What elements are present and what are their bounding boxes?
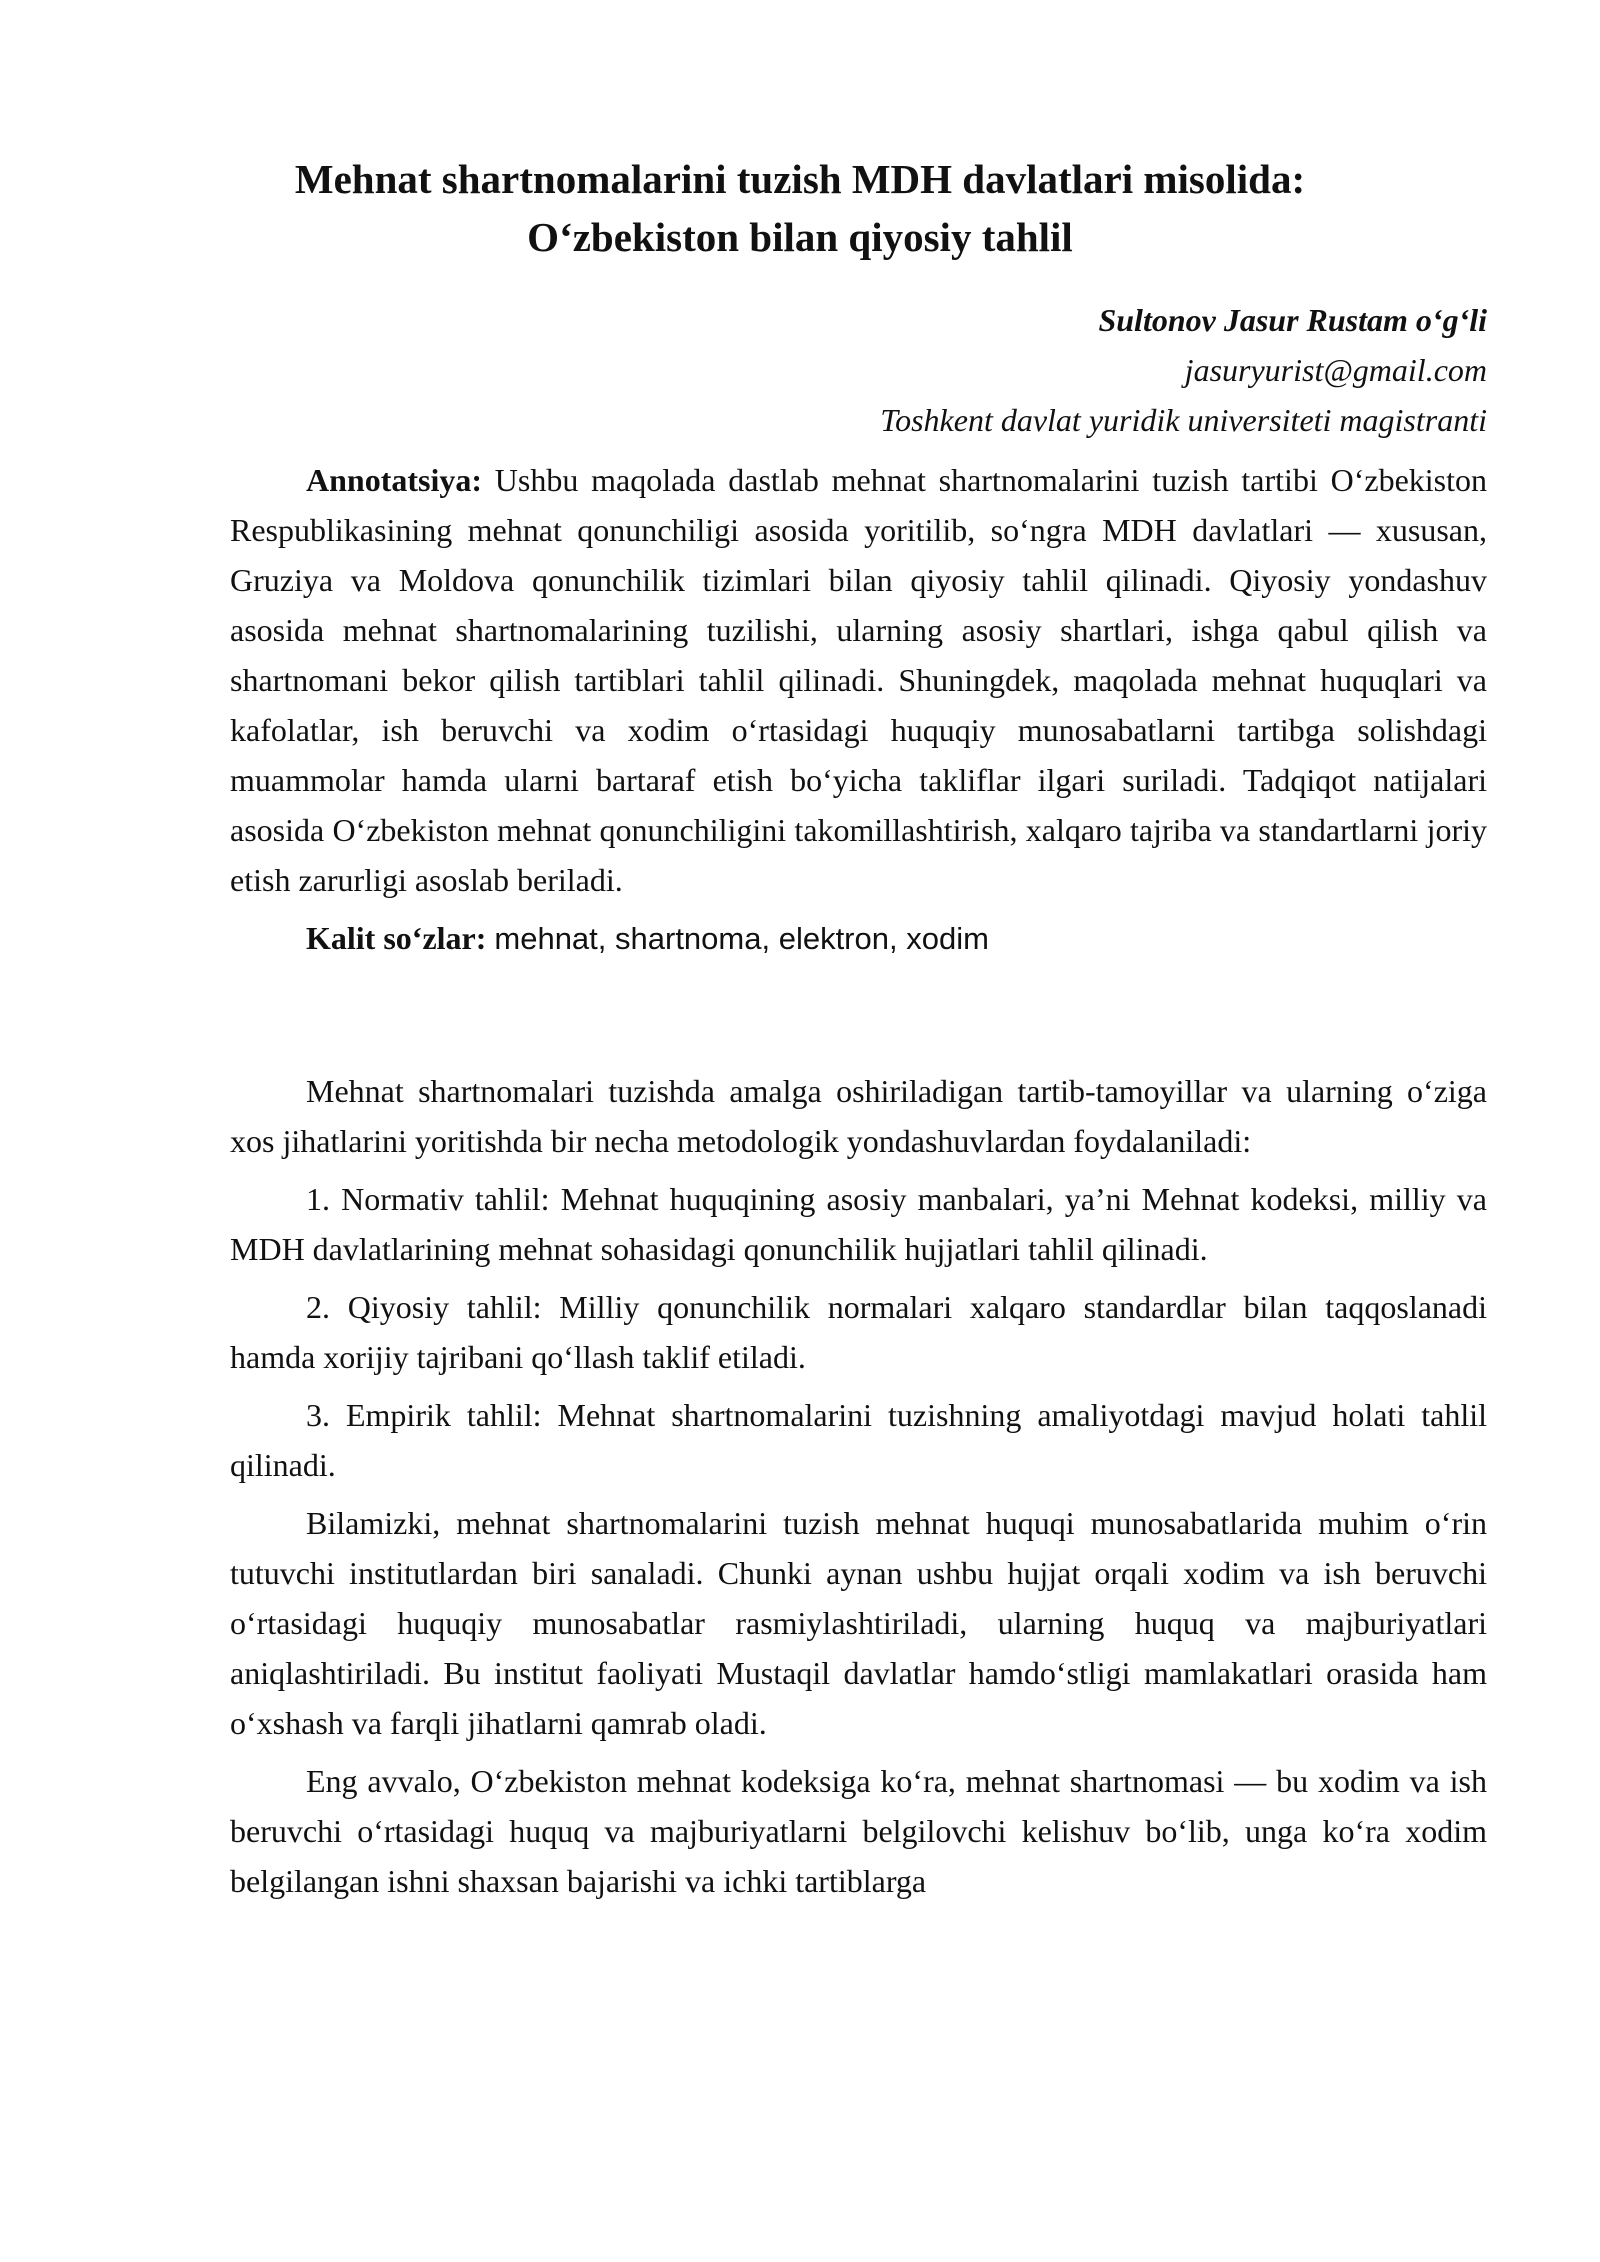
author-block bbox=[587, 295, 1487, 445]
paper-title bbox=[200, 150, 1400, 266]
keywords-paragraph bbox=[230, 913, 1487, 964]
body-paragraph-5: Bilamizki, mehnat shartnomalarini tuzish mehnat huquqi munosabatlarida muhim o‘rin tutuvchi institutlardan biri sanaladi. Chunki aynan ushbu hujjat orqali xodim va ish beruvchi o‘rtasidagi huquqiy munosabatlar rasmiylashtiriladi, ularning huquq va majburiyatlari aniqlashtiriladi. Bu institut faoliyati Mustaqil davlatlar hamdo‘stligi mamlakatlari orasida ham o‘xshash va farqli jihatlarni qamrab oladi. bbox=[230, 1505, 1487, 1741]
body-paragraph-4: 3. Empirik tahlil: Mehnat shartnomalarini tuzishning amaliyotdagi mavjud holati tahlil qilinadi. bbox=[230, 1397, 1487, 1483]
body-paragraph-3: 2. Qiyosiy tahlil: Milliy qonunchilik normalari xalqaro standardlar bilan taqqoslanadi hamda xorijiy tajribani qo‘llash taklif etiladi. bbox=[230, 1289, 1487, 1375]
keywords-text: mehnat, shartnoma, elektron, xodim bbox=[494, 921, 989, 956]
abstract-paragraph bbox=[230, 455, 1487, 905]
body-paragraph-2: 1. Normativ tahlil: Mehnat huquqining asosiy manbalari, ya’ni Mehnat kodeksi, milliy va MDH davlatlarining mehnat sohasidagi qonunchilik hujjatlari tahlil qilinadi. bbox=[230, 1181, 1487, 1267]
author-affiliation: Toshkent davlat yuridik universiteti magistranti bbox=[880, 402, 1487, 438]
abstract-text: Ushbu maqolada dastlab mehnat shartnomalarini tuzish tartibi O‘zbekiston Respublikasining mehnat qonunchiligi asosida yoritilib, so‘ngra MDH davlatlari — xususan, Gruziya va Moldova qonunchilik tizimlari bilan qiyosiy tahlil qilinadi. Qiyosiy yondashuv asosida mehnat shartnomalarining tuzilishi, ularning asosiy shartlari, ishga qabul qilish va shartnomani bekor qilish tartiblari tahlil qilinadi. Shuningdek, maqolada mehnat huquqlari va kafolatlar, ish beruvchi va xodim o‘rtasidagi huquqiy munosabatlarni tartibga solishdagi muammolar hamda ularni bartaraf etish bo‘yicha takliflar ilgari suriladi. Tadqiqot natijalari asosida O‘zbekiston mehnat qonunchiligini takomillashtirish, xalqaro tajriba va standartlarni joriy etish zarurligi asoslab beriladi. bbox=[230, 462, 1488, 898]
author-name: Sultonov Jasur Rustam o‘g‘li bbox=[1098, 302, 1487, 338]
body-paragraph-6: Eng avvalo, O‘zbekiston mehnat kodeksiga ko‘ra, mehnat shartnomasi — bu xodim va ish beruvchi o‘rtasidagi huquq va majburiyatlarni belgilovchi kelishuv bo‘lib, unga ko‘ra xodim belgilangan ishni shaxsan bajarishi va ichki tartiblarga bbox=[230, 1763, 1487, 1899]
title-line-2: O‘zbekiston bilan qiyosiy tahlil bbox=[527, 214, 1073, 260]
body-paragraph-1: Mehnat shartnomalari tuzishda amalga oshiriladigan tartib-tamoyillar va ularning o‘ziga xos jihatlarini yoritishda bir necha metodologik yondashuvlardan foydalaniladi: bbox=[230, 1073, 1487, 1159]
keywords-label: Kalit so‘zlar: bbox=[306, 920, 487, 956]
abstract-label: Annotatsiya: bbox=[306, 462, 483, 498]
title-line-1: Mehnat shartnomalarini tuzish MDH davlatlari misolida: bbox=[294, 156, 1306, 202]
paper-content bbox=[230, 455, 1487, 1914]
author-email: jasuryurist@gmail.com bbox=[1184, 352, 1487, 388]
